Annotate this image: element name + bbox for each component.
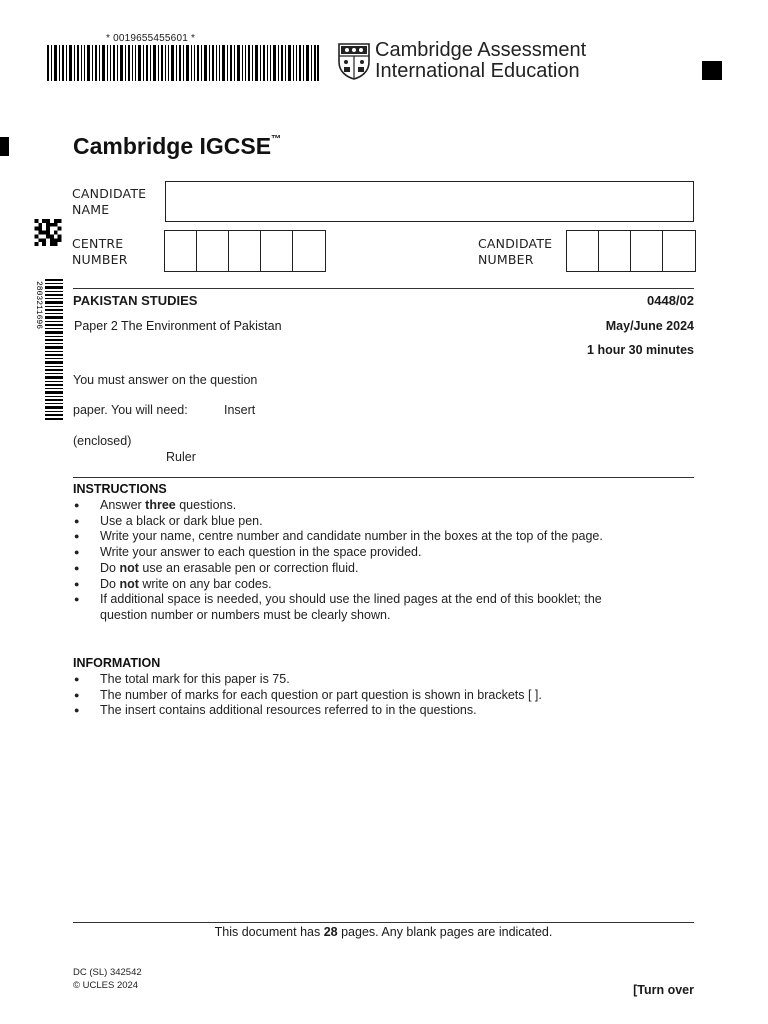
title-text: Cambridge IGCSE (73, 133, 272, 159)
logo-line-1: Cambridge Assessment (375, 39, 587, 61)
instructions-list (73, 498, 633, 624)
instruction-item: ● Answer three questions. (73, 498, 633, 514)
instruction-item: ● Write your answer to each question in the space provided. (73, 545, 633, 561)
divider (73, 477, 694, 478)
side-registration-mark (0, 137, 9, 156)
subject-title: PAKISTAN STUDIES (73, 293, 198, 308)
candidate-name-field[interactable] (165, 181, 694, 222)
candidate-name-label (72, 186, 146, 218)
instruction-item: ● Use a black or dark blue pen. (73, 514, 633, 530)
page-title (73, 133, 281, 160)
requirements-line-2: paper. You will need: (73, 403, 188, 417)
corner-registration-mark (702, 61, 722, 80)
information-item: ● The total mark for this paper is 75. (73, 672, 633, 688)
syllabus-code: 0448/02 (647, 293, 694, 308)
trademark-symbol: ™ (271, 134, 282, 146)
centre-number-label-line2: NUMBER (72, 252, 128, 267)
centre-number-digit-box[interactable] (293, 231, 325, 271)
information-list (73, 672, 633, 719)
instruction-item: ● Write your name, centre number and candidate number in the boxes at the top of the page. (73, 529, 633, 545)
candidate-number-digit-box[interactable] (599, 231, 631, 271)
instruction-item: ● Do not use an erasable pen or correction fluid. (73, 561, 633, 577)
qr-code (34, 219, 62, 246)
requirement-ruler: Ruler (166, 450, 196, 464)
candidate-name-label-line1: CANDIDATE (72, 186, 147, 201)
requirements-line-3: (enclosed) (73, 434, 132, 448)
centre-number-field[interactable] (164, 230, 326, 272)
candidate-number-label-line1: CANDIDATE (478, 236, 553, 251)
centre-number-digit-box[interactable] (261, 231, 293, 271)
barcode-number: * 0019655455601 * (106, 33, 196, 44)
centre-number-label-line1: CENTRE (72, 236, 124, 251)
centre-number-digit-box[interactable] (229, 231, 261, 271)
candidate-name-label-line2: NAME (72, 202, 110, 217)
candidate-number-digit-box[interactable] (663, 231, 695, 271)
exam-duration: 1 hour 30 minutes (587, 343, 694, 357)
paper-title: Paper 2 The Environment of Pakistan (74, 319, 282, 333)
centre-number-label (72, 236, 128, 268)
candidate-number-digit-box[interactable] (631, 231, 663, 271)
logo-line-2: International Education (375, 60, 580, 82)
document-code (73, 967, 142, 992)
instructions-heading: INSTRUCTIONS (73, 482, 167, 496)
cambridge-logo (337, 39, 587, 82)
information-item: ● The insert contains additional resources referred to in the questions. (73, 703, 633, 719)
copyright: © UCLES 2024 (73, 979, 139, 991)
centre-number-digit-box[interactable] (197, 231, 229, 271)
instruction-item: ● If additional space is needed, you should use the lined pages at the end of this booklet; the question number or numbers must be clearly shown. (73, 592, 633, 623)
candidate-number-digit-box[interactable] (567, 231, 599, 271)
dc-code: DC (SL) 342542 (73, 967, 142, 978)
requirements-line-1: You must answer on the question (73, 373, 258, 387)
centre-number-digit-box[interactable] (165, 231, 197, 271)
divider (73, 288, 694, 289)
information-heading: INFORMATION (73, 656, 161, 670)
crest-icon (337, 42, 371, 80)
candidate-number-label-line2: NUMBER (478, 252, 534, 267)
vertical-barcode (35, 279, 63, 420)
candidate-number-label (478, 236, 552, 268)
information-item: ● The number of marks for each question or part question is shown in brackets [ ]. (73, 688, 633, 704)
candidate-number-field[interactable] (566, 230, 696, 272)
vertical-barcode-number: 2803211696 (34, 281, 43, 330)
divider (73, 922, 694, 923)
exam-session: May/June 2024 (605, 319, 694, 333)
instruction-item: ● Do not write on any bar codes. (73, 577, 633, 593)
requirement-insert: Insert (224, 403, 256, 417)
turn-over-note: [Turn over (633, 983, 694, 997)
barcode (47, 45, 319, 81)
page-count-note: This document has 28 pages. Any blank pages are indicated. (214, 925, 553, 939)
